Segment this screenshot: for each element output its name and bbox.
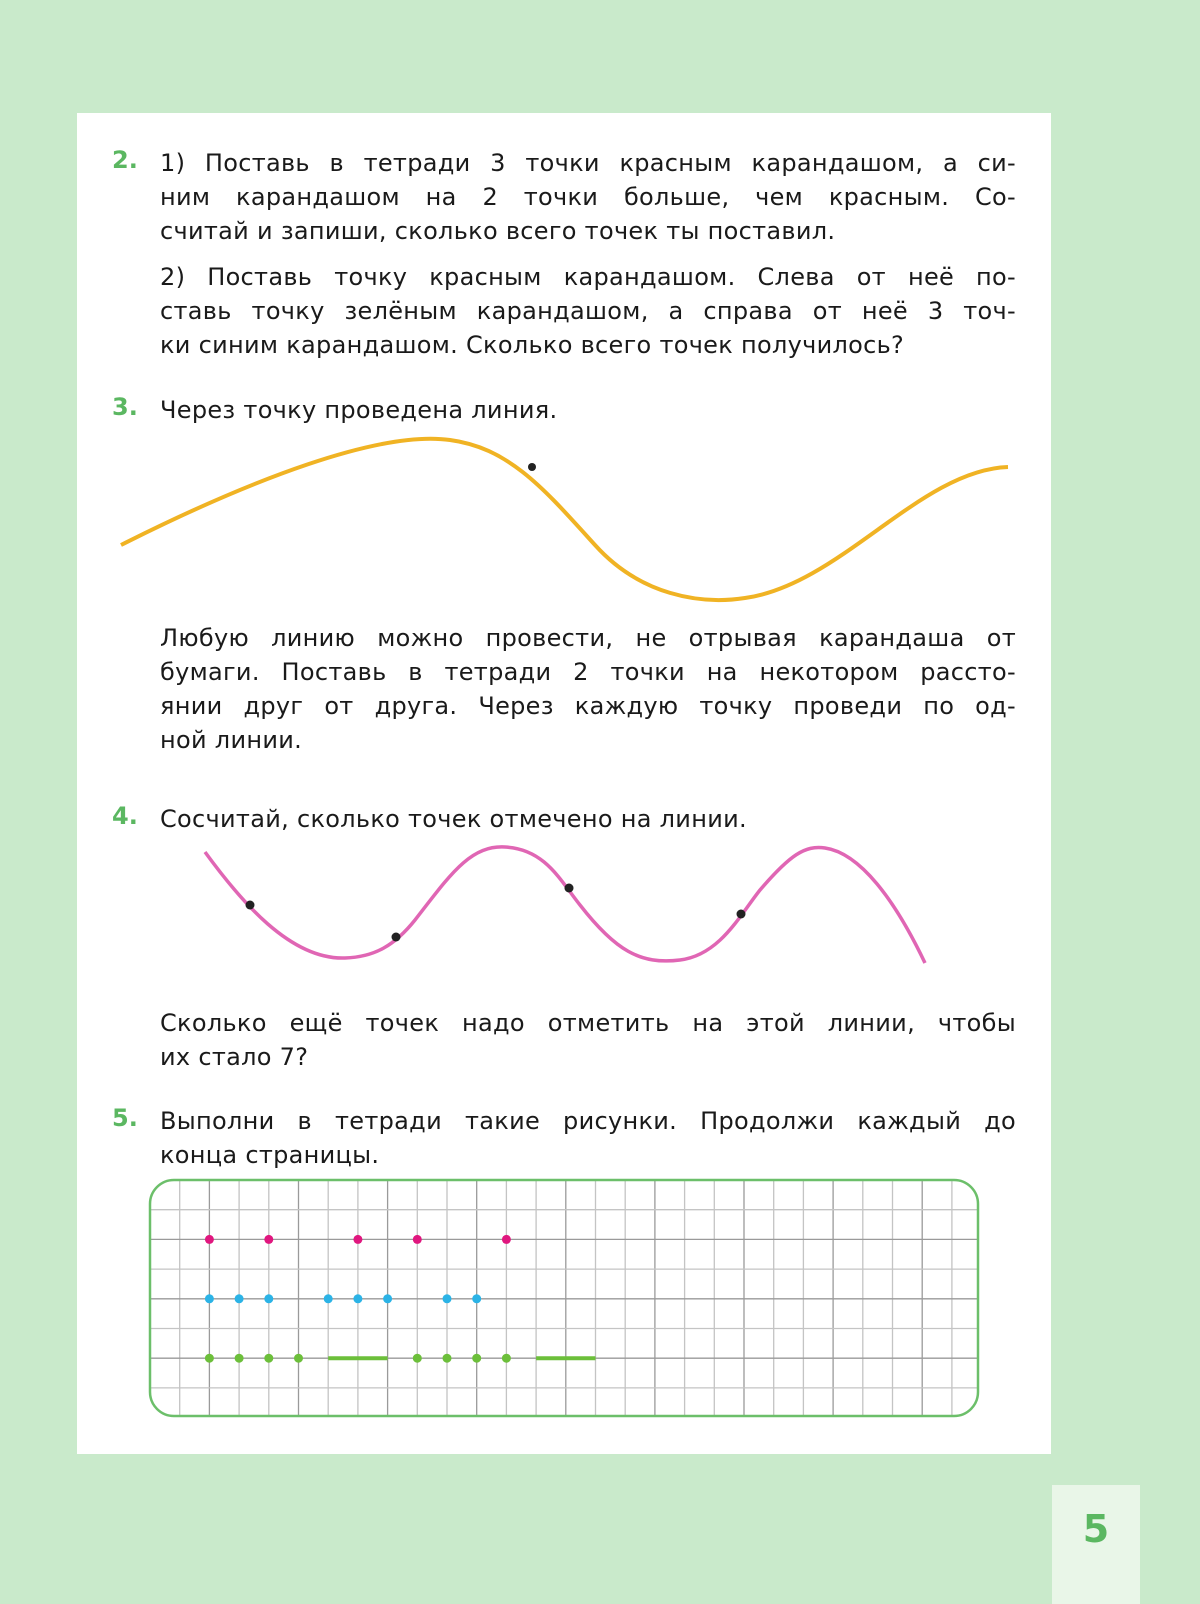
text-line: бумаги. Поставь в тетради 2 точки на некотором рассто- [160, 658, 1016, 686]
text-line: 2) Поставь точку красным карандашом. Слева от неё по- [160, 263, 1016, 291]
pink-curve [205, 847, 925, 963]
curve-point [246, 901, 255, 910]
grid-box [150, 1180, 978, 1416]
text-line: ки синим карандашом. Сколько всего точек получилось? [160, 331, 905, 359]
green-dot [502, 1354, 511, 1363]
curve-point [392, 933, 401, 942]
text-line: считай и запиши, сколько всего точек ты поставил. [160, 217, 836, 245]
text-line: конца страницы. [160, 1141, 380, 1169]
text-line: 1) Поставь в тетради 3 точки красным карандашом, а си- [160, 149, 1016, 177]
grid-border [150, 1180, 978, 1416]
text-line: Через точку проведена линия. [160, 396, 558, 424]
page-number: 5 [1082, 1507, 1110, 1551]
text-line: ним карандашом на 2 точки больше, чем красным. Со- [160, 183, 1016, 211]
blue-dot [205, 1294, 214, 1303]
task-number: 2. [112, 146, 138, 174]
blue-dot [235, 1294, 244, 1303]
green-dot [235, 1354, 244, 1363]
curve-point [565, 884, 574, 893]
task-number: 3. [112, 393, 138, 421]
green-dot [472, 1354, 481, 1363]
green-dot [443, 1354, 452, 1363]
blue-dot [383, 1294, 392, 1303]
text-line: ной линии. [160, 726, 303, 754]
text-line: Сколько ещё точек надо отметить на этой линии, чтобы [160, 1009, 1016, 1037]
blue-dot [324, 1294, 333, 1303]
text-line: их стало 7? [160, 1043, 309, 1071]
magenta-dot [353, 1235, 362, 1244]
text-line: Сосчитай, сколько точек отмечено на линии. [160, 805, 747, 833]
magenta-dot [502, 1235, 511, 1244]
text-line: янии друг от друга. Через каждую точку проведи по од- [160, 692, 1016, 720]
green-dot [205, 1354, 214, 1363]
text-line: Выполни в тетради такие рисунки. Продолжи каждый до [160, 1107, 1016, 1135]
green-dot [413, 1354, 422, 1363]
blue-dot [353, 1294, 362, 1303]
curve-point [528, 463, 536, 471]
magenta-dot [205, 1235, 214, 1244]
task-number: 4. [112, 802, 138, 830]
page-number-box [1052, 1485, 1140, 1604]
green-dot [294, 1354, 303, 1363]
green-dot [264, 1354, 273, 1363]
task-number: 5. [112, 1104, 138, 1132]
orange-curve [121, 439, 1008, 600]
magenta-dot [413, 1235, 422, 1244]
text-line: ставь точку зелёным карандашом, а справа от неё 3 точ- [160, 297, 1016, 325]
curve-point [737, 910, 746, 919]
text-line: Любую линию можно провести, не отрывая карандаша от [160, 624, 1016, 652]
magenta-dot [264, 1235, 273, 1244]
blue-dot [264, 1294, 273, 1303]
blue-dot [443, 1294, 452, 1303]
blue-dot [472, 1294, 481, 1303]
